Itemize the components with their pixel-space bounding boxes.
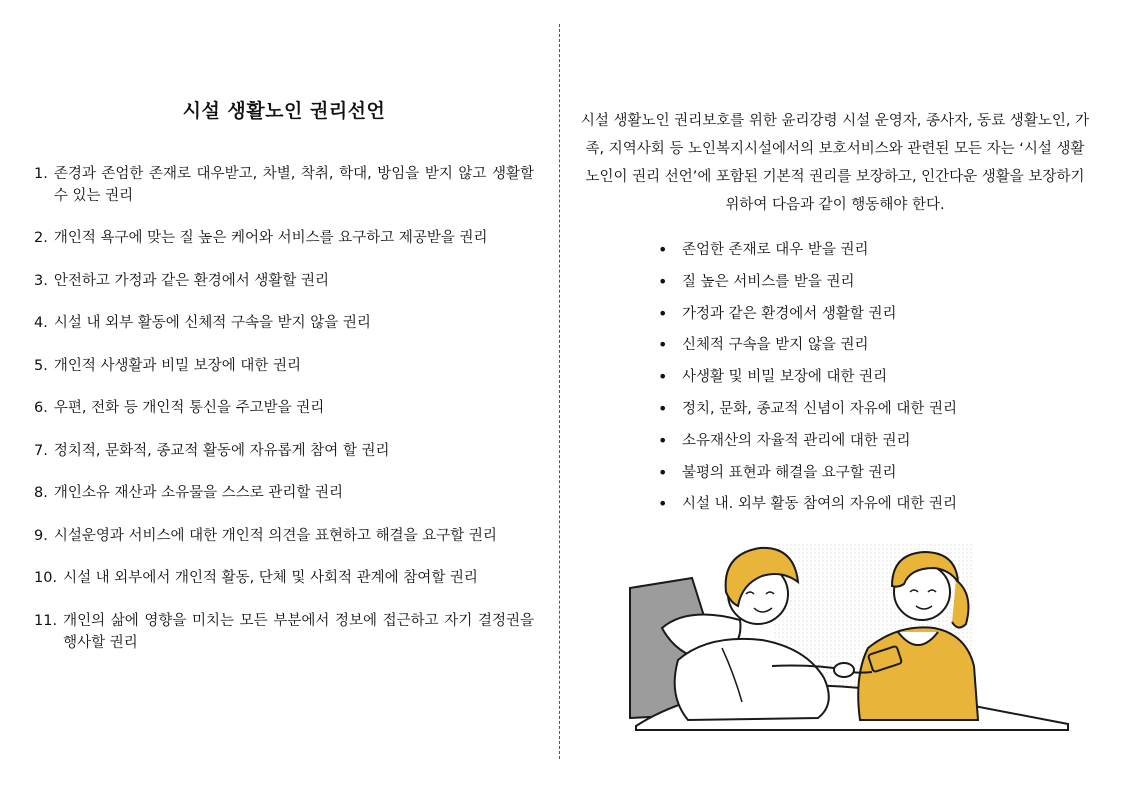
list-item bbox=[34, 567, 534, 589]
item-text: 존경과 존엄한 존재로 대우받고, 차별, 착취, 학대, 방임을 받지 않고 생활할 수 있는 권리 bbox=[53, 166, 534, 204]
item-number: 4. bbox=[34, 315, 48, 331]
item-number: 7. bbox=[34, 442, 48, 459]
item-text: 정치적, 문화적, 종교적 활동에 자유롭게 참여 할 권리 bbox=[53, 442, 390, 459]
bullet-icon: • bbox=[658, 494, 668, 514]
bullet-icon: • bbox=[658, 398, 668, 418]
charter-bullet-list bbox=[658, 239, 1090, 515]
item-text: 시설 내 외부 활동에 신체적 구속을 받지 않을 권리 bbox=[53, 315, 371, 331]
item-number: 2. bbox=[34, 230, 48, 246]
bullet-text: 가정과 같은 환경에서 생활할 권리 bbox=[682, 305, 897, 322]
item-text: 안전하고 가정과 같은 환경에서 생활할 권리 bbox=[53, 272, 330, 289]
item-number: 1. bbox=[34, 166, 48, 182]
bullet-icon: • bbox=[658, 303, 668, 323]
bullet-text: 사생활 및 비밀 보장에 대한 권리 bbox=[682, 369, 888, 386]
item-number: 3. bbox=[34, 272, 48, 289]
bullet-icon: • bbox=[658, 430, 668, 450]
list-item bbox=[34, 397, 534, 419]
list-item bbox=[658, 334, 1090, 356]
item-text: 우편, 전화 등 개인적 통신을 주고받을 권리 bbox=[53, 400, 325, 416]
bullet-text: 존엄한 존재로 대우 받을 권리 bbox=[682, 242, 869, 258]
bullet-text: 소유재산의 자율적 관리에 대한 권리 bbox=[682, 432, 911, 449]
list-item bbox=[34, 355, 534, 377]
bullet-icon: • bbox=[658, 240, 668, 259]
page-fold-divider bbox=[559, 24, 560, 759]
list-item bbox=[658, 239, 1090, 261]
bullet-text: 불평의 표현과 해결을 요구할 권리 bbox=[682, 464, 897, 481]
bullet-text: 시설 내. 외부 활동 참여의 자유에 대한 권리 bbox=[682, 496, 957, 513]
list-item bbox=[34, 610, 534, 654]
list-item bbox=[658, 303, 1090, 325]
list-item bbox=[34, 525, 534, 547]
bullet-text: 정치, 문화, 종교적 신념이 자유에 대한 권리 bbox=[682, 400, 957, 417]
list-item bbox=[658, 398, 1090, 420]
item-number: 8. bbox=[34, 485, 48, 501]
list-item bbox=[658, 462, 1090, 484]
item-number: 9. bbox=[34, 527, 48, 544]
caregiver-elderly-illustration bbox=[622, 536, 1072, 736]
bullet-text: 질 높은 서비스를 받을 권리 bbox=[682, 273, 855, 290]
rights-list bbox=[34, 163, 534, 654]
item-text: 개인적 욕구에 맞는 질 높은 케어와 서비스를 요구하고 제공받을 권리 bbox=[53, 230, 488, 246]
list-item bbox=[658, 493, 1090, 515]
item-text: 개인적 사생활과 비밀 보장에 대한 권리 bbox=[53, 357, 301, 374]
declaration-title: 시설 생활노인 권리선언 bbox=[182, 100, 386, 122]
item-text: 시설운영과 서비스에 대한 개인적 의견을 표현하고 해결을 요구할 권리 bbox=[53, 527, 497, 544]
ethics-charter bbox=[580, 107, 1090, 525]
item-number: 11. bbox=[34, 612, 58, 629]
item-number: 5. bbox=[34, 357, 48, 374]
list-item bbox=[34, 270, 534, 292]
list-item bbox=[34, 227, 534, 249]
item-number: 6. bbox=[34, 400, 48, 416]
item-text: 시설 내 외부에서 개인적 활동, 단체 및 사회적 관계에 참여할 권리 bbox=[63, 570, 478, 586]
item-number: 10. bbox=[34, 570, 58, 586]
list-item bbox=[658, 430, 1090, 452]
list-item bbox=[34, 163, 534, 207]
list-item bbox=[34, 312, 534, 334]
list-item bbox=[34, 482, 534, 504]
bullet-icon: • bbox=[658, 462, 668, 482]
rights-declaration bbox=[34, 96, 534, 674]
bullet-icon: • bbox=[658, 271, 668, 291]
bullet-icon: • bbox=[658, 367, 668, 387]
item-text: 개인소유 재산과 소유물을 스스로 관리할 권리 bbox=[53, 485, 344, 501]
list-item bbox=[34, 440, 534, 462]
item-text: 개인의 삶에 영향을 미치는 모든 부분에서 정보에 접근하고 자기 결정권을 행사할 권리 bbox=[63, 612, 534, 651]
list-item bbox=[658, 366, 1090, 388]
list-item bbox=[658, 271, 1090, 293]
bullet-text: 신체적 구속을 받지 않을 권리 bbox=[682, 337, 869, 354]
bullet-icon: • bbox=[658, 335, 668, 355]
charter-intro: 시설 생활노인 권리보호를 위한 윤리강령 시설 운영자, 종사자, 동료 생활노인, 가족, 지역사회 등 노인복지시설에서의 보호서비스와 관련된 모든 자는 ‘시설 생활노인이 권리 선언’에 포함된 기본적 권리를 보장하고, 인간다운 생활을 보장하기 위하여 다음과 같이 행동해야 한다. bbox=[580, 113, 1090, 213]
